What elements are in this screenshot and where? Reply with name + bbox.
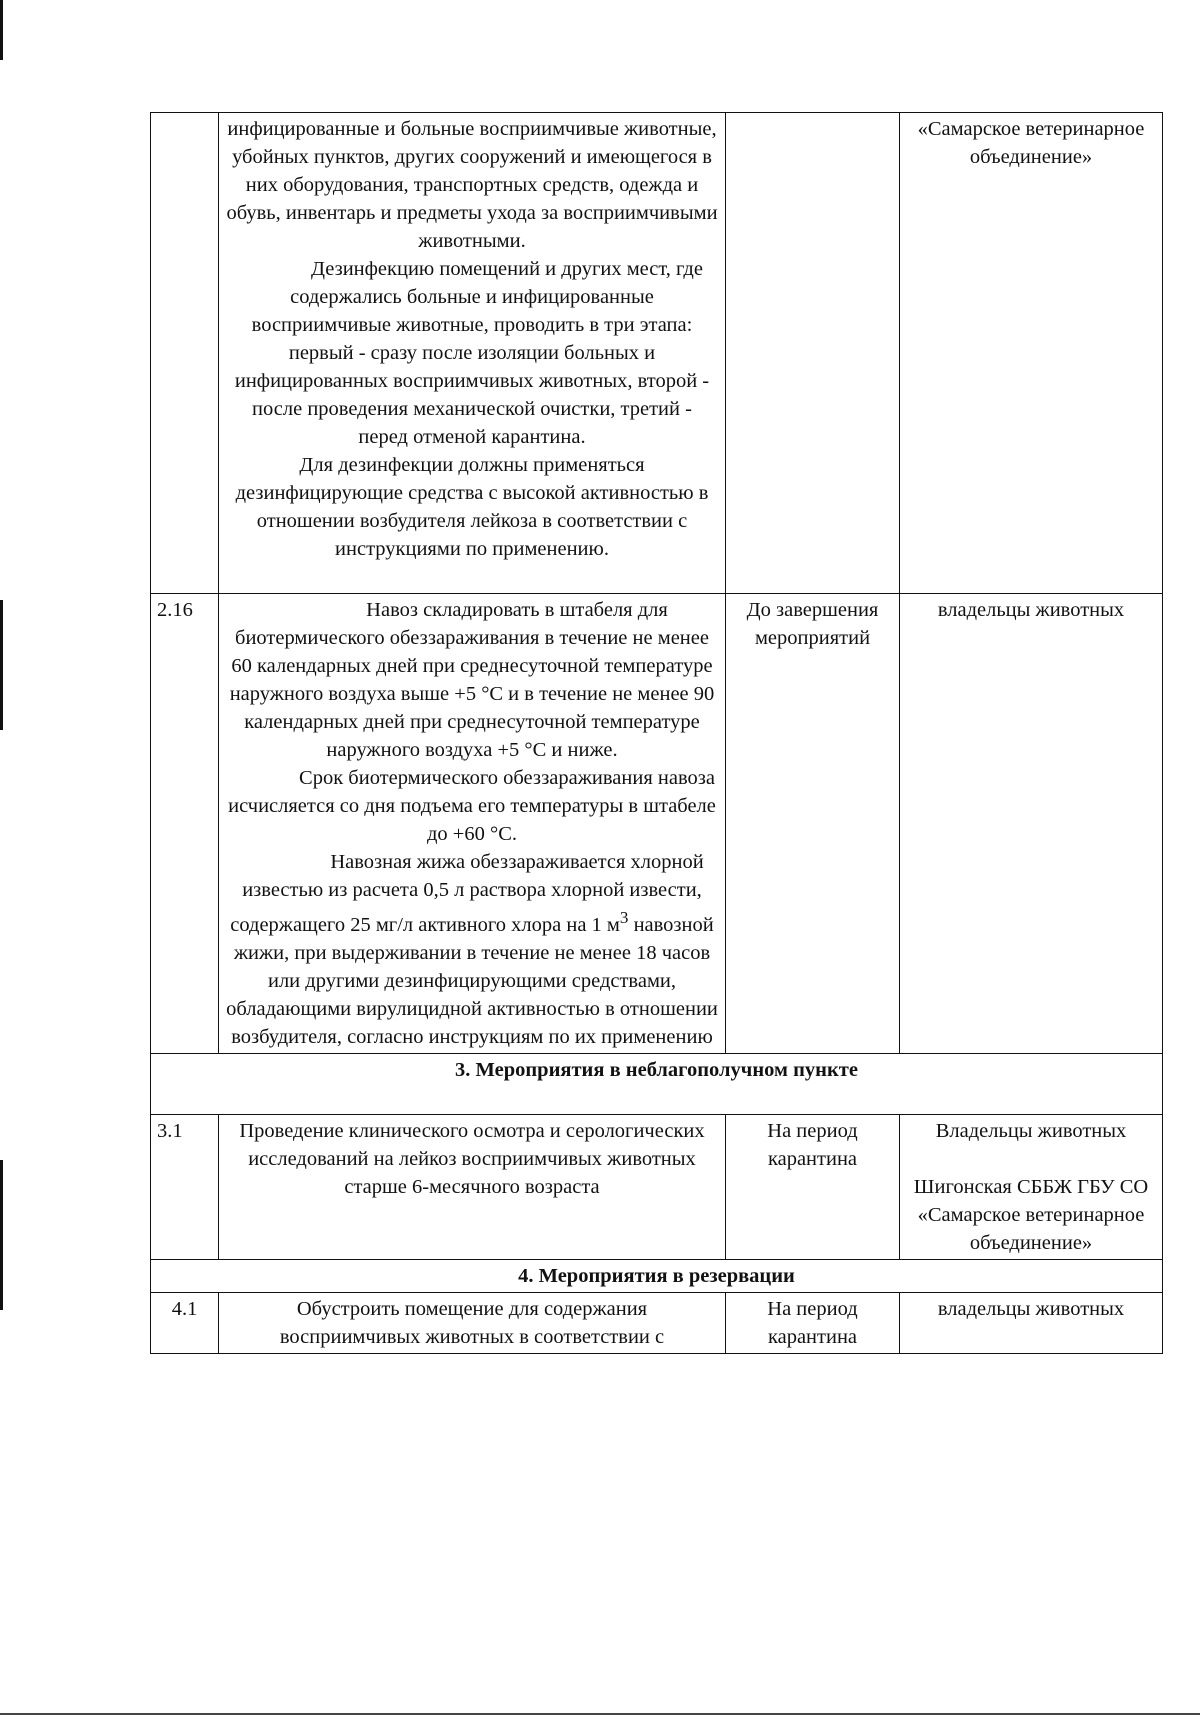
responsible-cell: «Самарское ветеринарное объединение» (900, 113, 1163, 594)
responsible-text: Владельцы животных (935, 1119, 1127, 1142)
term-cell (726, 113, 900, 594)
row-number-cell: 3.1 (151, 1114, 219, 1259)
table-row-continuation (151, 113, 1163, 594)
action-cell (219, 594, 726, 1054)
responsible-cell: владельцы животных (900, 594, 1163, 1054)
table-row-3-1 (151, 1114, 1163, 1259)
section-header-row (151, 1259, 1163, 1292)
responsible-text: Шигонская СББЖ ГБУ СО «Самарское ветеринарное объединение» (913, 1175, 1149, 1254)
section-title: 4. Мероприятия в резервации (151, 1259, 1163, 1292)
term-cell: На период карантина (726, 1292, 900, 1353)
section-title (151, 1053, 1163, 1114)
spacer (225, 563, 719, 591)
scan-bottom-line (0, 1713, 1200, 1715)
term-cell: На период карантина (726, 1114, 900, 1259)
action-cell: Проведение клинического осмотра и серологических исследований на лейкоз восприимчивых животных старше 6-месячного возраста (219, 1114, 726, 1259)
section-title-text: 3. Мероприятия в неблагополучном пункте (455, 1058, 858, 1081)
responsible-cell (900, 1114, 1163, 1259)
text-fragment: навозной жижи, при выдерживании в течение не менее 18 часов или другими дезинфицирующими средствами, обладающими вирулицидной активностью в отношении возбудителя, согласно инструкциям по их применению (226, 913, 718, 1048)
section-header-row (151, 1053, 1163, 1114)
row-number-cell: 2.16 (151, 594, 219, 1054)
action-cell (219, 113, 726, 594)
responsible-cell: владельцы животных (900, 1292, 1163, 1353)
table-row-2-16 (151, 594, 1163, 1054)
superscript: 3 (619, 908, 629, 927)
spacer (906, 1145, 1156, 1173)
action-paragraph: Срок биотермического обеззараживания навоза исчисляется со дня подъема его температуры в штабеле до +60 °С. (228, 767, 716, 845)
action-paragraph (225, 848, 719, 1051)
action-cell: Обустроить помещение для содержания восприимчивых животных в соответствии с (219, 1292, 726, 1353)
row-number-cell (151, 113, 219, 594)
action-paragraph: инфицированные и больные восприимчивые животные, убойных пунктов, других сооружений и имеющегося в них оборудования, транспортных средств, одежда и обувь, инвентарь и предметы ухода за восприимчивыми животными. (226, 118, 718, 252)
action-paragraph: Навоз складировать в штабеля для биотермического обеззараживания в течение не менее 60 календарных дней при среднесуточной температуре наружного воздуха выше +5 °С и в течение не менее 90 календарных дней при среднесуточной температуре наружного воздуха +5 °С и ниже. (229, 599, 715, 761)
text-fragment: Навозная жижа обеззараживается хлорной известью из расчета 0,5 л раствора хлорной извести, содержащего 25 мг/л активного хлора на 1 м (230, 851, 704, 936)
row-number-cell: 4.1 (151, 1292, 219, 1353)
term-cell: До завершения мероприятий (726, 594, 900, 1054)
action-paragraph: Для дезинфекции должны применяться дезинфицирующие средства с высокой активностью в отношении возбудителя лейкоза в соответствии с инструкциями по применению. (235, 454, 709, 560)
scan-edge-mark-top (0, 0, 3, 60)
spacer (157, 1084, 1156, 1112)
measures-table (150, 112, 1163, 1354)
scan-edge-mark-lower (0, 1160, 3, 1310)
scan-edge-mark-middle (0, 600, 3, 730)
table-row-4-1 (151, 1292, 1163, 1353)
action-paragraph: Дезинфекцию помещений и других мест, где содержались больные и инфицированные восприимчивые животные, проводить в три этапа: первый - сразу после изоляции больных и инфицированных восприимчивых животных, второй - после проведения механической очистки, третий - перед отменой карантина. (234, 258, 710, 448)
